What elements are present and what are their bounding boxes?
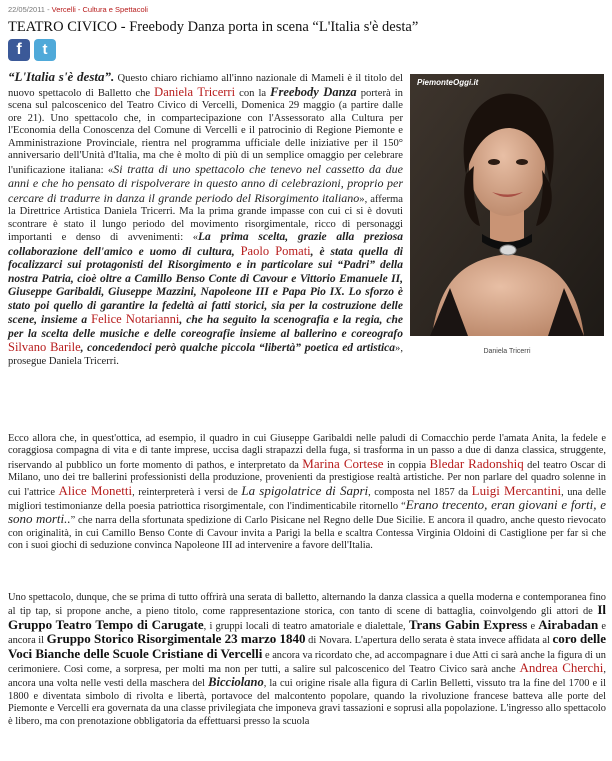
text-run: Ecco allora che, in quest'ottica, ad esempio, il quadro in cui Giuseppe Garibaldi nelle paludi di Comacchio perde l'amata Anita, la fedele e coraggiosa compagna di vita e di tante imprese, uccisa dagli strapazzi della fuga, si trasforma in un passo a due di danza classica, struggente, riservando al pubblico un forte momento di pathos, e interpretato da [8,433,606,471]
text-run: Uno spettacolo, dunque, che se prima di tutto offrirà una serata di balletto, alternando la danza classica a quella moderna e contemporanea fino al tip tap, si propone anche, a pieno titolo, come rappresentazione storica, con tanto di scene di battaglia, coinvolgendo gli attori de [8,592,606,618]
article-paragraph-1 [8,71,403,368]
person-name: Paolo Pomati [240,243,311,258]
person-name: Bledar Radonshiq [429,455,524,471]
article-photo [410,74,604,336]
portrait-image [410,74,604,336]
text-run: e ancora va ricordato che, ad accompagnare i due Atti ci sarà anche la figura di un cerimoniere. Così come, a sorpresa, per molti ma non per tutti, a salire sul palcoscenico del Teatro Civico sarà anche [8,649,606,676]
text-run: , ancora una volta nelle vesti della maschera del [8,664,606,690]
social-share-bar [8,39,60,63]
text-run: e [527,620,539,632]
group-name: Il Gruppo Teatro Tempo di Carugate [8,602,606,632]
person-name: Andrea Cherchi [519,660,604,676]
article-title: TEATRO CIVICO - Freebody Danza porta in scena “L'Italia s'è desta” [8,19,419,35]
quote-text: , concedendoci però qualche piccola “libertà” poetica ed artistica [80,342,396,354]
text-run: , reinterpreterà i versi de [132,486,242,498]
company-name: Freebody Danza [270,84,357,99]
photo-caption: Daniela Tricerri [483,348,531,355]
quote-text: , che ha seguito la scenografia e la regia, che per la scelta delle musiche e delle coreografie insieme al ballerino e coreografo [8,314,403,340]
quote-text: , è stata quella di focalizzarci sui protagonisti del Risorgimento e in particolare sui “Padri” della nostra Patria, cioè oltre a Camillo Benso Conte di Cavour e Vittorio Emanuele II, Giuseppe Garibaldi, Giuseppe Mazzini, Napoleone III e Papa Pio IX. Lo sforzo è stato poi quello di garantire la fedeltà ai fatti storici, sia per la costruzione delle scene, insieme a [8,245,403,326]
group-name: coro delle Voci Bianche delle Scuole Cristiane di Vercelli [8,631,606,661]
text-run: , la cui origine risale alla figura di Carlin Belletti, vissuto tra la fine del 1700 e il 1800 e diventata simbolo di rivolta e libertà, portavoce del malcontento popolare, quando la rivoluzione francese batteva alle porte del Piemonte e Vercelli era governata da una classe privilegiata che imponeva gravi tassazioni e soprusi alla popolazione. L'ingresso allo spettacolo è libero, ma con prenotazione obbligatoria da effettuarsi presso la scuola [8,678,606,727]
text-run: del teatro Oscar di Milano, uno dei tre ballerini professionisti della produzione, provenienti da prestigiose realtà artistiche. Per non parlare del quadro solenne in cui l'attrice [8,459,606,498]
text-run: , composta nel 1857 da [368,486,472,498]
article-paragraph-3 [8,592,606,728]
text-run: di Novara. L'apertura dello serata è stata invece affidata al [305,635,553,647]
article-category-link[interactable]: Vercelli - Cultura e Spettacoli [51,5,148,14]
group-name: Trans Gabin Express [408,616,528,632]
text-run: , una delle migliori testimonianze della poesia patriottica risorgimentale, con l'indimenticabile ritornello “ [8,486,606,513]
quote-text: Si tratta di uno spettacolo che tenevo nel cassetto da due anni e che ho pensato di rispolverare in questo anno di celebrazioni, proprio per cercare di tradurre in danza il grande periodo del Risorgimento italiano [8,161,403,205]
person-name: Marina Cortese [302,455,384,471]
text-run: », prosegue Daniela Tricerri. [8,343,403,367]
text-run: Questo chiaro richiamo all'inno nazionale di Mameli è il titolo del nuovo spettacolo di Balletto che [8,73,403,99]
text-run: ” che narra della sfortunata spedizione di Carlo Pisicane nel Regno delle Due Sicilie. E ancora il quadro, anche questo rievocato con originalità, in cui Camillo Benso Conte di Cavour invita a Parigi la bella e scaltra Contessa Virginia Oldoini di Castiglione per far sì che con i suoi giochi di seduzione convinca Napoleone III ad intervenire a favore dell'Italia. [8,515,606,552]
poem-title: La spigolatrice di Sapri [241,482,369,498]
article-intro-column [8,71,403,368]
photo-watermark: PiemonteOggi.it [417,78,479,87]
paragraph-text [8,592,606,728]
group-name: Gruppo Storico Risorgimentale 23 marzo 1840 [46,631,306,647]
quote-text: La prima scelta, grazie alla preziosa collaborazione dell'amico e uomo di cultura, [8,231,403,258]
text-run: », afferma la Direttrice Artistica Daniela Tricerri. Ma la prima grande impasse con cui ci si è dovuti scontrare è stato il lungo periodo del movimento risorgimentale, ricco di personaggi importanti e denso di avvenimenti: « [8,193,403,243]
text-run: , i gruppi locali di teatro amatoriale e dialettale, [203,620,409,632]
article-paragraph-2 [8,433,606,553]
quote-text: Erano trecento, eran giovani e forti, e sono morti.. [8,497,606,527]
person-name: Luigi Mercantini [471,482,562,498]
text-run: con la [235,87,271,99]
person-name: Silvano Barile [8,340,81,354]
text-run: porterà in scena sul palcoscenico del Teatro Civico di Vercelli, Domenica 29 maggio (a partire dalle ore 21). Uno spettacolo che, in compartecipazione con l'Assessorato alla Cultura per l'Economia della Conoscenza del Comune di Vercelli e il patrocinio di Regione Piemonte e Amministrazione Provinciale, rientra nel programma ufficiale delle iniziative per il 150° anniversario dell'Unità d'Italia, ma che è molto di più di un semplice omaggio per celebrare l'unificazione italiana: « [8,87,403,176]
text-run: e ancora il [8,620,606,647]
person-name: Felice Notarianni [91,312,180,326]
text-run: in coppia [383,459,430,471]
group-name: Airabadan [538,616,599,632]
lead-title: “L'Italia s'è desta”. [8,69,115,84]
person-name: Alice Monetti [58,482,133,498]
mask-name: Bicciolano [208,675,264,690]
article-date: 22/05/2011 [8,5,45,14]
meta-separator: - [44,5,52,14]
paragraph-text [8,433,606,553]
article-meta [8,5,148,14]
facebook-share-icon[interactable]: f [8,39,30,61]
twitter-share-icon[interactable]: t [34,39,56,61]
person-name: Daniela Tricerri [154,84,236,99]
